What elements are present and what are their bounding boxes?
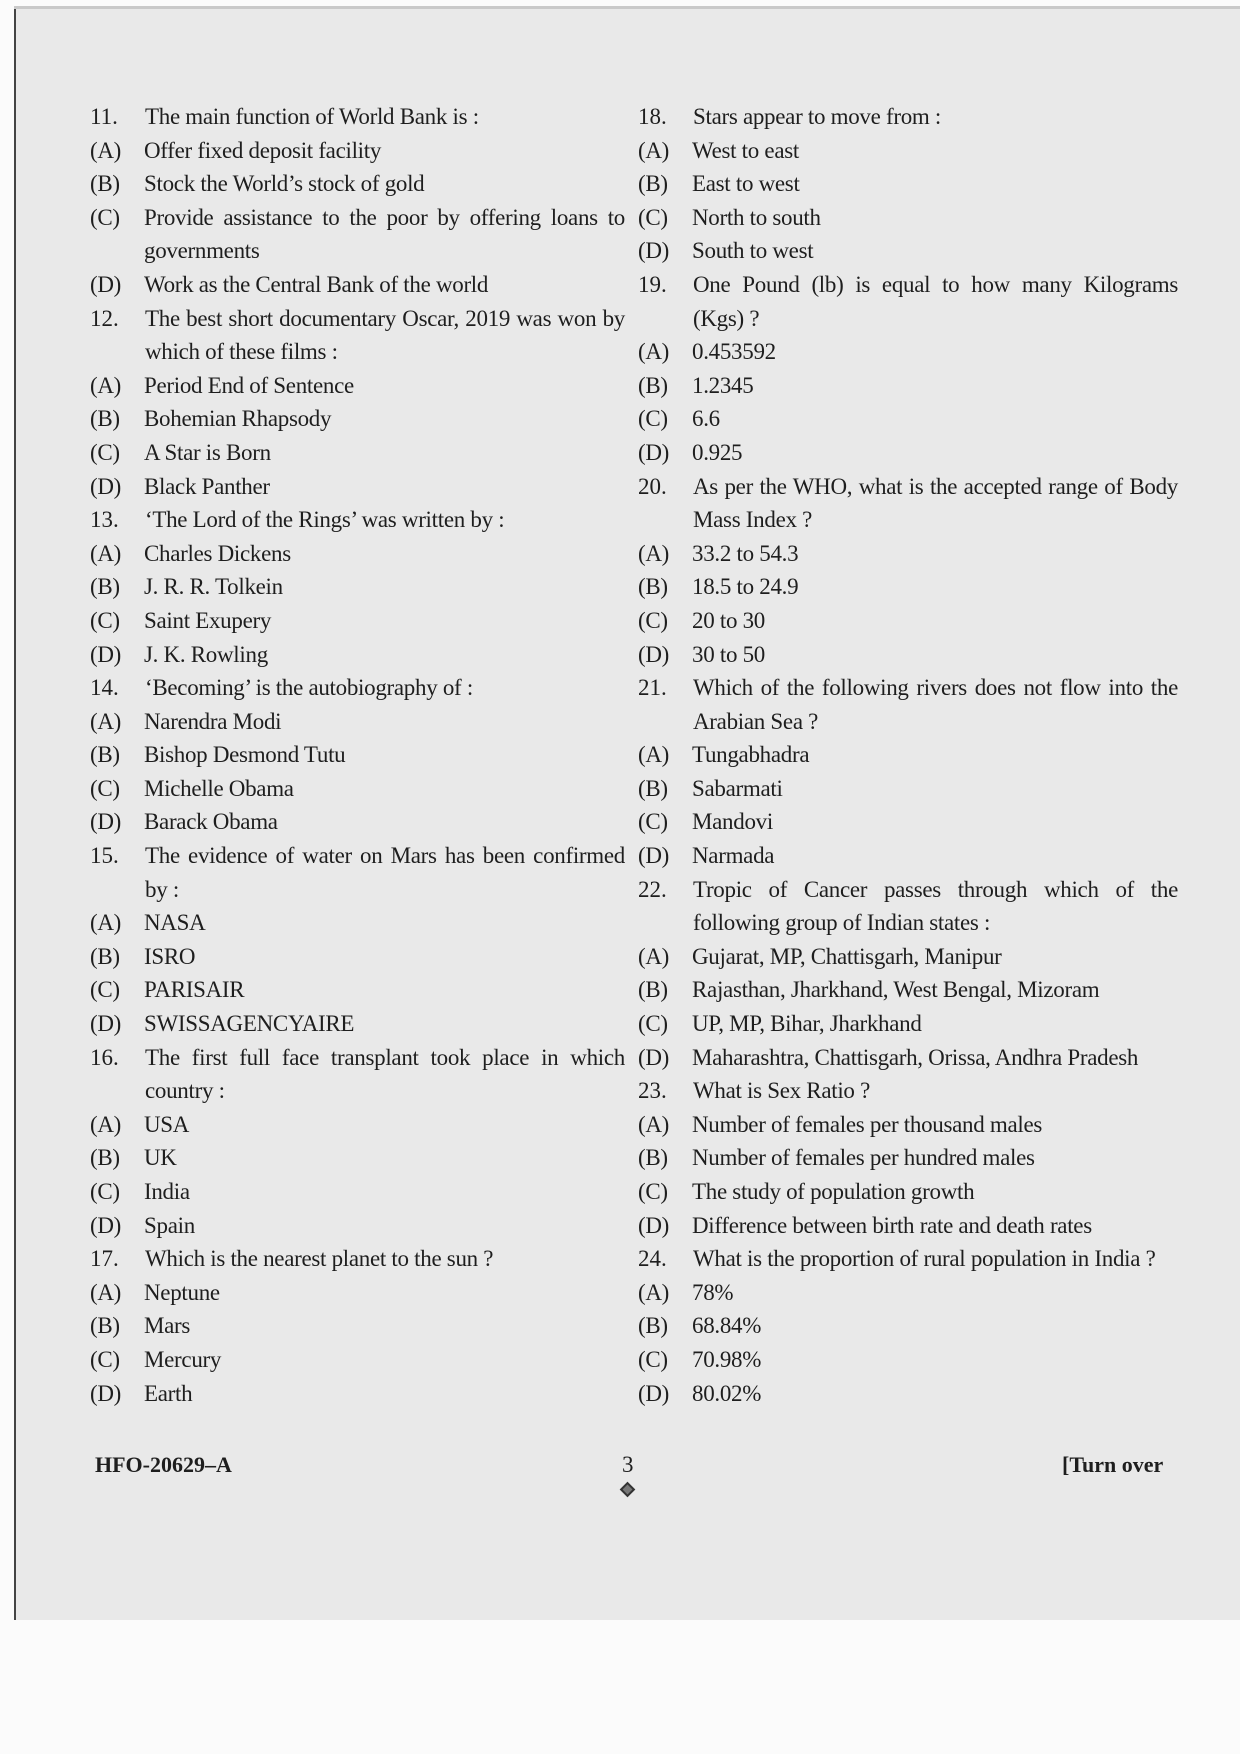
option-text: Michelle Obama [144, 775, 294, 801]
question-18 [638, 100, 1178, 134]
option-label: (B) [638, 171, 668, 197]
option-label: (A) [90, 708, 122, 734]
paper-top-edge [14, 6, 1240, 9]
question-16 [90, 1041, 625, 1108]
question-number: 23. [638, 1078, 667, 1104]
answer-option [638, 1007, 1178, 1041]
answer-option [638, 604, 1178, 638]
option-label: (C) [90, 607, 120, 633]
option-text: Difference between birth rate and death rates [692, 1212, 1092, 1238]
option-label: (C) [90, 977, 120, 1003]
question-number: 20. [638, 473, 667, 499]
question-22 [638, 873, 1178, 940]
question-number: 17. [90, 1246, 119, 1272]
answer-option [90, 268, 625, 302]
option-text: North to south [692, 204, 821, 230]
option-text: Narmada [692, 843, 775, 869]
option-text: Work as the Central Bank of the world [144, 271, 489, 297]
option-text: ISRO [144, 943, 196, 969]
right-question-column [638, 100, 1178, 1410]
question-text: As per the WHO, what is the accepted range of Body Mass Index ? [693, 473, 1178, 533]
option-label: (D) [638, 1044, 670, 1070]
option-text: 80.02% [692, 1380, 762, 1406]
option-text: Provide assistance to the poor by offering loans to governments [144, 204, 625, 264]
option-text: A Star is Born [144, 439, 271, 465]
option-text: USA [144, 1111, 190, 1137]
answer-option [90, 805, 625, 839]
option-label: (B) [90, 1313, 120, 1339]
option-label: (D) [90, 271, 122, 297]
question-text: ‘The Lord of the Rings’ was written by : [145, 507, 505, 533]
question-20 [638, 470, 1178, 537]
option-text: Rajasthan, Jharkhand, West Bengal, Mizoram [692, 977, 1100, 1003]
option-label: (B) [638, 1313, 668, 1339]
question-text: Stars appear to move from : [693, 104, 942, 129]
answer-option [638, 570, 1178, 604]
answer-option [638, 1108, 1178, 1142]
option-label: (A) [638, 339, 670, 365]
page-number: 3 [622, 1452, 634, 1477]
option-text: Barack Obama [144, 809, 278, 835]
answer-option [638, 201, 1178, 235]
option-text: Stock the World’s stock of gold [144, 171, 425, 197]
question-text: One Pound (lb) is equal to how many Kilograms (Kgs) ? [693, 271, 1178, 331]
option-text: Mandovi [692, 809, 773, 835]
option-label: (D) [90, 1011, 122, 1037]
option-text: Gujarat, MP, Chattisgarh, Manipur [692, 943, 1002, 969]
option-label: (C) [638, 204, 668, 230]
answer-option [90, 436, 625, 470]
option-label: (D) [638, 1380, 670, 1406]
question-text: The main function of World Bank is : [145, 104, 479, 129]
option-label: (D) [638, 439, 670, 465]
answer-option [638, 638, 1178, 672]
answer-option [90, 470, 625, 504]
option-text: Period End of Sentence [144, 372, 354, 398]
answer-option [90, 705, 625, 739]
option-label: (A) [638, 1279, 670, 1305]
question-15 [90, 839, 625, 906]
question-text: Which of the following rivers does not flow into the Arabian Sea ? [693, 675, 1178, 734]
option-text: 0.453592 [692, 339, 776, 365]
option-text: Spain [144, 1212, 195, 1238]
option-label: (A) [90, 540, 122, 566]
answer-option [90, 973, 625, 1007]
answer-option [90, 201, 625, 268]
option-text: Charles Dickens [144, 540, 291, 566]
question-text: Tropic of Cancer passes through which of the following group of Indian states : [693, 876, 1178, 936]
option-label: (B) [90, 406, 120, 432]
option-label: (C) [90, 1179, 120, 1204]
question-number: 22. [638, 876, 667, 902]
option-text: 0.925 [692, 439, 743, 465]
option-text: Number of females per thousand males [692, 1111, 1043, 1137]
option-label: (A) [90, 1279, 122, 1305]
option-text: Maharashtra, Chattisgarh, Orissa, Andhra Pradesh [692, 1044, 1139, 1070]
answer-option [90, 1209, 625, 1243]
option-text: J. R. R. Tolkein [144, 574, 283, 600]
option-text: 30 to 50 [692, 641, 765, 667]
answer-option [638, 1141, 1178, 1175]
answer-option [90, 369, 625, 403]
question-number: 19. [638, 271, 667, 297]
answer-option [90, 167, 625, 201]
option-text: Black Panther [144, 473, 270, 499]
option-text: UP, MP, Bihar, Jharkhand [692, 1011, 922, 1037]
option-text: 78% [692, 1279, 734, 1305]
option-label: (D) [90, 641, 122, 667]
option-label: (D) [90, 809, 122, 835]
answer-option [638, 335, 1178, 369]
question-12 [90, 302, 625, 369]
question-23 [638, 1074, 1178, 1108]
option-label: (C) [638, 809, 668, 835]
question-11 [90, 100, 625, 134]
answer-option [90, 134, 625, 168]
question-19 [638, 268, 1178, 335]
answer-option [638, 839, 1178, 873]
option-text: 70.98% [692, 1346, 762, 1372]
option-text: NASA [144, 910, 206, 936]
question-number: 14. [90, 675, 119, 701]
option-label: (B) [90, 171, 120, 197]
option-text: 68.84% [692, 1313, 762, 1339]
answer-option [90, 604, 625, 638]
option-text: SWISSAGENCYAIRE [144, 1011, 355, 1037]
option-label: (A) [90, 910, 122, 936]
question-text: ‘Becoming’ is the autobiography of : [145, 675, 473, 701]
option-label: (B) [90, 742, 120, 768]
question-text: What is the proportion of rural population in India ? [693, 1246, 1156, 1272]
option-text: 1.2345 [692, 372, 754, 398]
question-number: 16. [90, 1044, 119, 1070]
answer-option [638, 738, 1178, 772]
option-text: UK [144, 1145, 177, 1171]
question-number: 13. [90, 507, 119, 533]
answer-option [638, 940, 1178, 974]
question-text: Which is the nearest planet to the sun ? [145, 1246, 494, 1272]
answer-option [90, 402, 625, 436]
option-label: (D) [90, 1380, 122, 1406]
option-text: Mars [144, 1313, 191, 1339]
answer-option [638, 1175, 1178, 1209]
option-label: (A) [90, 137, 122, 163]
option-text: East to west [692, 171, 800, 197]
option-text: 20 to 30 [692, 607, 765, 633]
option-label: (C) [90, 1346, 120, 1372]
option-text: J. K. Rowling [144, 641, 268, 667]
question-text: What is Sex Ratio ? [693, 1078, 870, 1104]
option-text: Earth [144, 1380, 193, 1406]
answer-option [638, 805, 1178, 839]
option-text: Neptune [144, 1279, 220, 1305]
option-label: (D) [90, 473, 122, 499]
question-text: The first full face transplant took place in which country : [145, 1044, 625, 1104]
answer-option [90, 1175, 625, 1209]
answer-option [638, 1343, 1178, 1377]
answer-option [90, 1343, 625, 1377]
question-17 [90, 1242, 625, 1276]
option-label: (A) [638, 742, 670, 768]
option-text: Offer fixed deposit facility [144, 137, 382, 163]
option-text: The study of population growth [692, 1179, 975, 1204]
option-text: 6.6 [692, 406, 720, 432]
option-label: (A) [638, 1111, 670, 1137]
option-text: Sabarmati [692, 775, 783, 801]
answer-option [638, 772, 1178, 806]
answer-option [638, 1377, 1178, 1411]
option-label: (A) [638, 943, 670, 969]
option-label: (C) [90, 204, 120, 230]
option-text: Tungabhadra [692, 742, 810, 768]
option-label: (C) [638, 1179, 668, 1204]
option-text: South to west [692, 238, 814, 264]
answer-option [90, 1007, 625, 1041]
left-question-column [90, 100, 625, 1410]
answer-option [90, 738, 625, 772]
answer-option [90, 940, 625, 974]
option-label: (A) [90, 1111, 122, 1137]
option-text: India [144, 1179, 190, 1204]
option-label: (C) [90, 439, 120, 465]
option-label: (B) [90, 574, 120, 600]
option-label: (B) [638, 775, 668, 801]
question-text: The best short documentary Oscar, 2019 was won by which of these films : [145, 305, 625, 365]
answer-option [638, 1276, 1178, 1310]
option-label: (D) [90, 1212, 122, 1238]
question-24 [638, 1242, 1178, 1276]
option-label: (D) [638, 238, 670, 264]
answer-option [90, 1309, 625, 1343]
option-label: (D) [638, 641, 670, 667]
option-label: (D) [638, 843, 670, 869]
option-text: Bishop Desmond Tutu [144, 742, 346, 768]
option-label: (C) [90, 775, 120, 801]
option-label: (A) [638, 137, 670, 163]
question-13 [90, 503, 625, 537]
question-14 [90, 671, 625, 705]
answer-option [638, 973, 1178, 1007]
option-label: (D) [638, 1212, 670, 1238]
turn-over-note: [Turn over [1062, 1452, 1164, 1477]
answer-option [638, 167, 1178, 201]
answer-option [90, 1377, 625, 1411]
option-label: (B) [90, 943, 120, 969]
answer-option [90, 1276, 625, 1310]
option-label: (C) [638, 607, 668, 633]
option-text: Narendra Modi [144, 708, 282, 734]
answer-option [90, 638, 625, 672]
answer-option [638, 234, 1178, 268]
option-text: Number of females per hundred males [692, 1145, 1035, 1171]
option-text: Saint Exupery [144, 607, 272, 633]
answer-option [90, 537, 625, 571]
answer-option [90, 1108, 625, 1142]
question-number: 24. [638, 1246, 667, 1272]
option-label: (B) [638, 977, 668, 1003]
question-text: The evidence of water on Mars has been confirmed by : [145, 843, 625, 902]
option-label: (B) [90, 1145, 120, 1171]
option-label: (B) [638, 372, 668, 398]
paper-code: HFO-20629–A [95, 1452, 232, 1477]
question-number: 21. [638, 675, 667, 701]
option-text: Mercury [144, 1346, 222, 1372]
answer-option [638, 369, 1178, 403]
question-number: 18. [638, 104, 667, 129]
answer-option [638, 1309, 1178, 1343]
option-text: 33.2 to 54.3 [692, 540, 799, 566]
option-label: (A) [638, 540, 670, 566]
option-label: (C) [638, 1011, 668, 1037]
option-text: PARISAIR [144, 977, 245, 1003]
question-number: 12. [90, 305, 119, 331]
answer-option [638, 537, 1178, 571]
question-number: 15. [90, 843, 119, 869]
answer-option [638, 402, 1178, 436]
option-label: (C) [638, 406, 668, 432]
option-label: (B) [638, 1145, 668, 1171]
option-text: Bohemian Rhapsody [144, 406, 332, 432]
option-text: West to east [692, 137, 799, 163]
option-text: 18.5 to 24.9 [692, 574, 799, 600]
answer-option [638, 134, 1178, 168]
answer-option [90, 1141, 625, 1175]
answer-option [90, 772, 625, 806]
question-21 [638, 671, 1178, 738]
option-label: (B) [638, 574, 668, 600]
question-number: 11. [90, 104, 118, 129]
option-label: (A) [90, 372, 122, 398]
answer-option [638, 1041, 1178, 1075]
answer-option [638, 1209, 1178, 1243]
answer-option [90, 570, 625, 604]
answer-option [638, 436, 1178, 470]
answer-option [90, 906, 625, 940]
option-label: (C) [638, 1346, 668, 1372]
